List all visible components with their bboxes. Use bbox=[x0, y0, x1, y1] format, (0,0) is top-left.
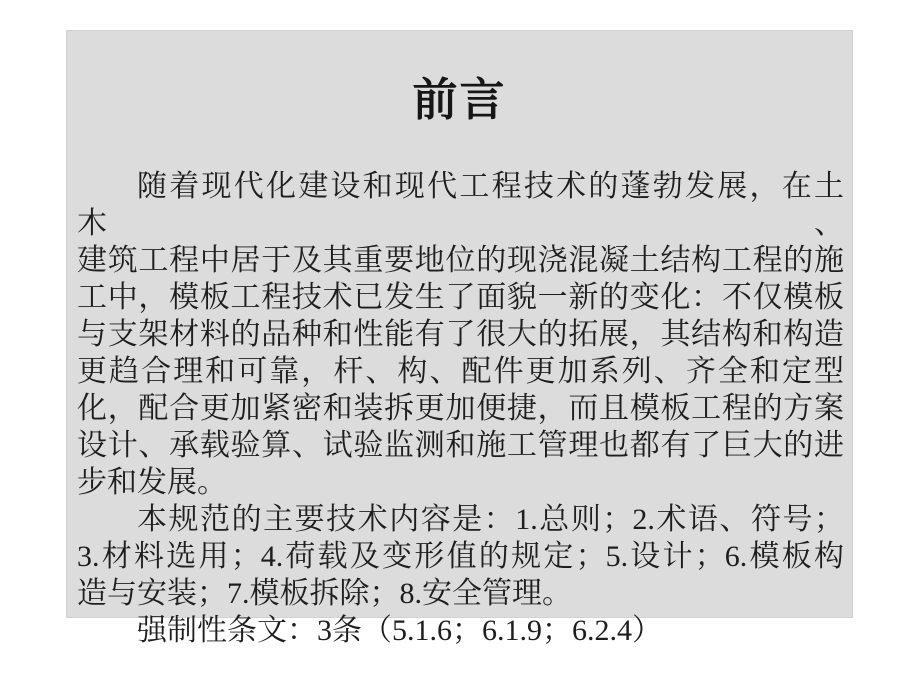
body-line: 建筑工程中居于及其重要地位的现浇混凝土结构工程的施 bbox=[77, 244, 844, 277]
body-line: 与支架材料的品种和性能有了很大的拓展，其结构和构造 bbox=[77, 318, 844, 351]
slide-title: 前言 bbox=[412, 74, 507, 125]
body-line: 设计、承载验算、试验监测和施工管理也都有了巨大的进 bbox=[77, 429, 844, 462]
body-line: 工中，模板工程技术已发生了面貌一新的变化：不仅模板 bbox=[77, 281, 844, 314]
presentation-slide bbox=[66, 30, 853, 647]
body-line: 步和发展。 bbox=[77, 466, 227, 499]
body-line: 化，配合更加紧密和装拆更加便捷，而且模板工程的方案 bbox=[77, 392, 844, 425]
body-line: 本规范的主要技术内容是：1.总则；2.术语、符号； bbox=[137, 503, 844, 536]
body-line: 造与安装；7.模板拆除；8.安全管理。 bbox=[77, 577, 572, 610]
body-line: 强制性条文：3条（5.1.6；6.1.9；6.2.4） bbox=[137, 614, 662, 647]
body-line: 随着现代化建设和现代工程技术的蓬勃发展，在土木、 bbox=[77, 170, 844, 240]
slide-body-text bbox=[67, 168, 852, 649]
body-line: 更趋合理和可靠，杆、构、配件更加系列、齐全和定型 bbox=[77, 355, 844, 388]
body-line: 3.材料选用；4.荷载及变形值的规定；5.设计；6.模板构 bbox=[77, 540, 844, 573]
